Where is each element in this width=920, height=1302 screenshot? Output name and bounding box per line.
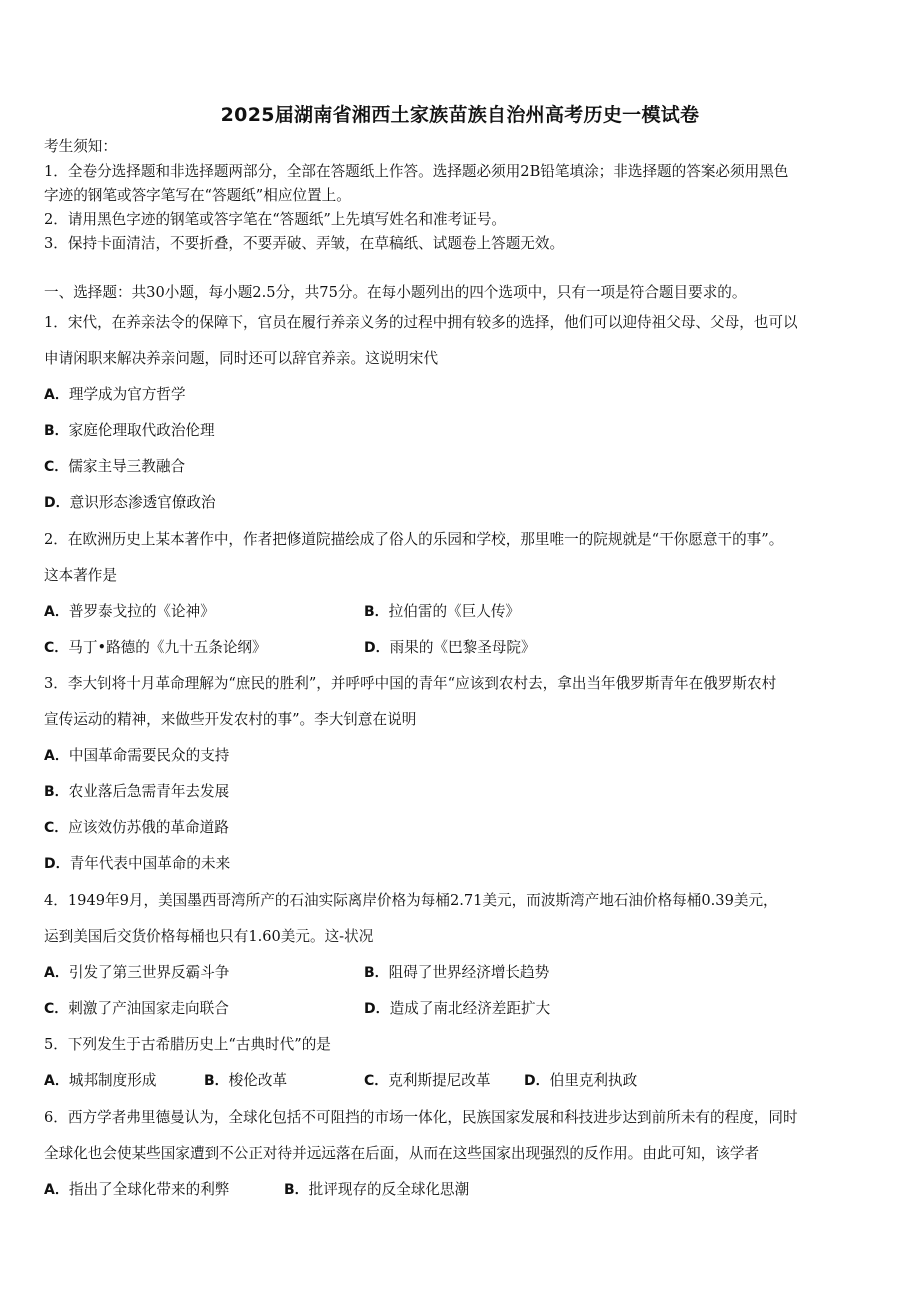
- notice-line: 1．全卷分选择题和非选择题两部分，全部在答题纸上作答。选择题必须用2B铅笔填涂；非选择题的答案必须用黑色: [44, 163, 789, 180]
- option-4a[interactable]: [44, 963, 229, 983]
- option-4c[interactable]: [44, 999, 229, 1019]
- option-text: 应该效仿苏俄的革命道路: [68, 819, 229, 836]
- option-label: A．: [44, 1182, 69, 1198]
- option-label: D．: [44, 856, 70, 872]
- option-6b[interactable]: [284, 1180, 469, 1200]
- option-text: 中国革命需要民众的支持: [68, 747, 230, 764]
- notice-heading: 考生须知：: [44, 138, 117, 155]
- option-label: C．: [364, 1073, 389, 1089]
- option-label: B．: [284, 1182, 309, 1198]
- option-label: D．: [364, 640, 390, 656]
- option-4d[interactable]: [364, 999, 550, 1019]
- option-label: C．: [44, 1001, 69, 1017]
- option-1d[interactable]: [44, 493, 216, 513]
- option-label: C．: [44, 820, 69, 836]
- option-text: 农业落后急需青年去发展: [68, 783, 230, 800]
- option-2a[interactable]: [44, 602, 215, 622]
- option-label: A．: [44, 1073, 69, 1089]
- option-3b[interactable]: [44, 782, 229, 802]
- option-5d[interactable]: [524, 1071, 637, 1091]
- option-text: 梭伦改革: [228, 1072, 288, 1089]
- option-text: 拉伯雷的《巨人传》: [388, 603, 521, 620]
- option-text: 意识形态渗透官僚政治: [69, 494, 216, 511]
- page-title: 2025届湖南省湘西土家族苗族自治州高考历史一模试卷: [220, 104, 700, 126]
- option-text: 阻碍了世界经济增长趋势: [388, 964, 550, 981]
- option-1b[interactable]: [44, 421, 215, 441]
- question-5-stem: 5．下列发生于古希腊历史上“古典时代”的是: [44, 1036, 331, 1053]
- option-label: A．: [44, 965, 69, 981]
- notice-line: 3．保持卡面清洁，不要折叠，不要弄破、弄皱，在草稿纸、试题卷上答题无效。: [44, 235, 565, 252]
- option-text: 普罗泰戈拉的《论神》: [68, 603, 215, 620]
- option-label: A．: [44, 387, 69, 403]
- question-4-stem: 运到美国后交货价格每桶也只有1.60美元。这-状况: [44, 928, 374, 945]
- option-label: A．: [44, 604, 69, 620]
- option-label: D．: [364, 1001, 390, 1017]
- option-label: C．: [44, 459, 69, 475]
- question-2-stem: 2．在欧洲历史上某本著作中，作者把修道院描绘成了俗人的乐园和学校，那里唯一的院规就是“干你愿意干的事”。: [44, 531, 784, 548]
- option-1a[interactable]: [44, 385, 186, 405]
- question-1-stem: 1．宋代，在养亲法令的保障下，官员在履行养亲义务的过程中拥有较多的选择，他们可以迎侍祖父母、父母，也可以: [44, 314, 798, 331]
- option-5b[interactable]: [204, 1071, 287, 1091]
- option-text: 儒家主导三教融合: [68, 458, 186, 475]
- option-3a[interactable]: [44, 746, 229, 766]
- question-3-stem: 3．李大钊将十月革命理解为“庶民的胜利”，并呼呼中国的青年“应该到农村去，拿出当年俄罗斯青年在俄罗斯农村: [44, 675, 777, 692]
- question-6-stem: 全球化也会使某些国家遭到不公正对待并远远落在后面，从而在这些国家出现强烈的反作用。由此可知，该学者: [44, 1145, 760, 1162]
- option-text: 城邦制度形成: [68, 1072, 157, 1089]
- option-text: 刺激了产油国家走向联合: [68, 1000, 229, 1017]
- question-6-stem: 6．西方学者弗里德曼认为，全球化包括不可阻挡的市场一体化，民族国家发展和科技进步达到前所未有的程度，同时: [44, 1109, 798, 1126]
- option-2c[interactable]: [44, 638, 267, 658]
- option-text: 批评现存的反全球化思潮: [308, 1181, 470, 1198]
- option-1c[interactable]: [44, 457, 185, 477]
- option-label: B．: [44, 784, 69, 800]
- notice-line: 2．请用黑色字迹的钢笔或答字笔在“答题纸”上先填写姓名和准考证号。: [44, 211, 507, 228]
- option-text: 指出了全球化带来的利弊: [68, 1181, 230, 1198]
- option-5c[interactable]: [364, 1071, 490, 1091]
- option-text: 克利斯提尼改革: [388, 1072, 491, 1089]
- option-text: 马丁•路德的《九十五条论纲》: [68, 639, 267, 656]
- option-6a[interactable]: [44, 1180, 229, 1200]
- section-heading: 一、选择题：共30小题，每小题2.5分，共75分。在每小题列出的四个选项中，只有一项是符合题目要求的。: [44, 284, 747, 301]
- option-label: D．: [44, 495, 70, 511]
- option-label: B．: [204, 1073, 229, 1089]
- question-4-stem: 4．1949年9月，美国墨西哥湾所产的石油实际离岸价格为每桶2.71美元，而波斯湾产地石油价格每桶0.39美元，: [44, 892, 778, 909]
- option-label: B．: [364, 604, 389, 620]
- option-3c[interactable]: [44, 818, 229, 838]
- option-text: 理学成为官方哲学: [68, 386, 186, 403]
- option-text: 家庭伦理取代政治伦理: [68, 422, 215, 439]
- option-text: 造成了南北经济差距扩大: [389, 1000, 551, 1017]
- option-label: C．: [44, 640, 69, 656]
- question-1-stem: 申请闲职来解决养亲问题，同时还可以辞官养亲。这说明宋代: [44, 350, 439, 367]
- option-2b[interactable]: [364, 602, 520, 622]
- option-4b[interactable]: [364, 963, 549, 983]
- option-label: A．: [44, 748, 69, 764]
- option-2d[interactable]: [364, 638, 536, 658]
- option-text: 青年代表中国革命的未来: [69, 855, 231, 872]
- question-2-stem: 这本著作是: [44, 567, 117, 584]
- option-5a[interactable]: [44, 1071, 156, 1091]
- option-text: 引发了第三世界反霸斗争: [68, 964, 230, 981]
- notice-line: 字迹的钢笔或答字笔写在“答题纸”相应位置上。: [44, 187, 351, 204]
- option-text: 伯里克利执政: [549, 1072, 638, 1089]
- option-label: B．: [364, 965, 389, 981]
- option-3d[interactable]: [44, 854, 230, 874]
- option-label: B．: [44, 423, 69, 439]
- question-3-stem: 宣传运动的精神，来做些开发农村的事”。李大钊意在说明: [44, 711, 417, 728]
- option-text: 雨果的《巴黎圣母院》: [389, 639, 536, 656]
- option-label: D．: [524, 1073, 550, 1089]
